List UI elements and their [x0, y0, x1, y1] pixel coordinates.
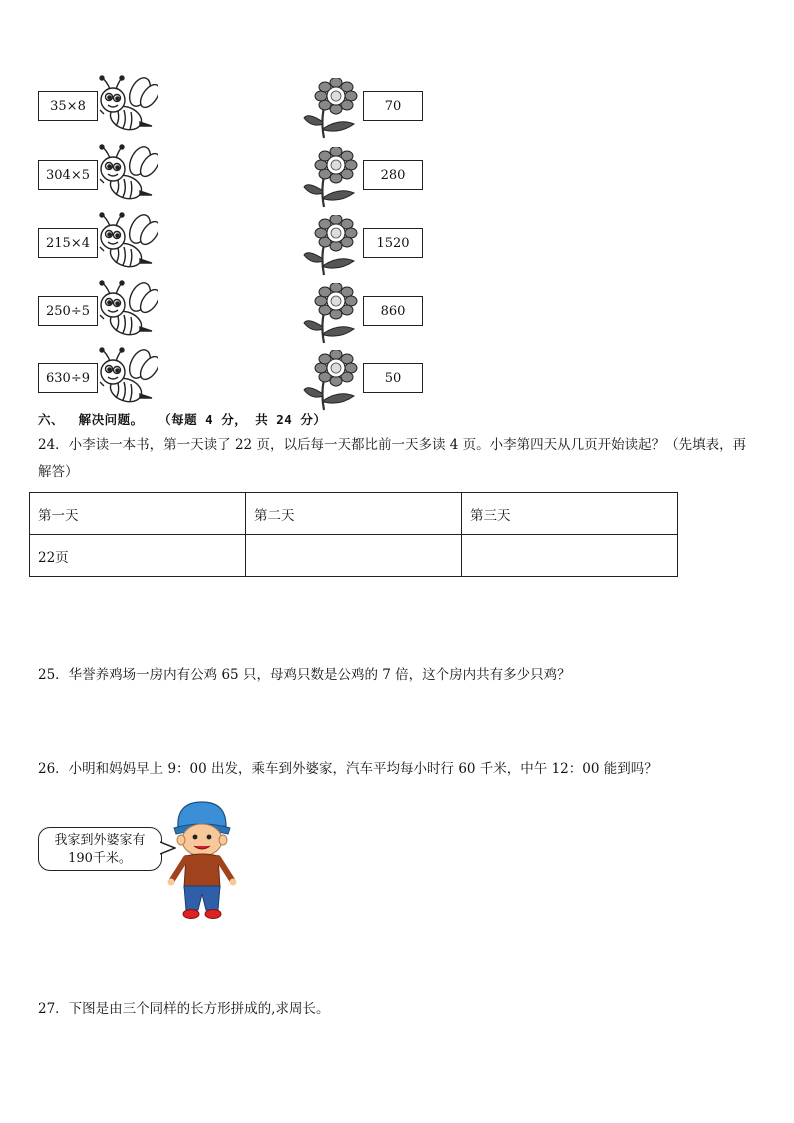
flower-icon: [302, 215, 360, 277]
value-box[interactable]: 1520: [363, 228, 423, 258]
expression-box[interactable]: 304×5: [38, 160, 98, 190]
flower-icon: [302, 147, 360, 209]
bee-icon: [96, 346, 158, 410]
section-title: 解决问题。: [78, 412, 144, 427]
cell-day2[interactable]: [246, 535, 462, 577]
match-row: [0, 346, 794, 406]
value-box[interactable]: 280: [363, 160, 423, 190]
boy-illustration-icon: [164, 798, 240, 922]
value-box[interactable]: 70: [363, 91, 423, 121]
question-26: 26．小明和妈妈早上 9：00 出发，乘车到外婆家，汽车平均每小时行 60 千米，中午 12：00 能到吗？: [38, 761, 658, 777]
section-points: （每题 4 分， 共 24 分）: [158, 412, 327, 427]
table-header-row: [30, 493, 678, 535]
match-row: [0, 74, 794, 134]
cell-day3[interactable]: [462, 535, 678, 577]
question-25: 25．华誉养鸡场一房内有公鸡 65 只，母鸡只数是公鸡的 7 倍，这个房内共有多少只鸡？: [38, 667, 571, 683]
table-row: [30, 535, 678, 577]
flower-icon: [302, 283, 360, 345]
bee-icon: [96, 211, 158, 275]
reading-table: [29, 492, 678, 577]
speech-bubble: [38, 827, 162, 871]
value-box[interactable]: 860: [363, 296, 423, 326]
header-day1: 第一天: [30, 493, 246, 535]
match-row: [0, 211, 794, 271]
header-day2: 第二天: [246, 493, 462, 535]
flower-icon: [302, 78, 360, 140]
question-24: 24．小李读一本书，第一天读了 22 页，以后每一天都比前一天多读 4 页。小李第四天从几页开始读起？（先填表，再解答）: [38, 437, 747, 480]
bee-icon: [96, 143, 158, 207]
expression-box[interactable]: 35×8: [38, 91, 98, 121]
expression-box[interactable]: 630÷9: [38, 363, 98, 393]
expression-box[interactable]: 215×4: [38, 228, 98, 258]
value-box[interactable]: 50: [363, 363, 423, 393]
bee-icon: [96, 74, 158, 138]
bee-icon: [96, 279, 158, 343]
match-row: [0, 279, 794, 339]
header-day3: 第三天: [462, 493, 678, 535]
cell-day1: 22页: [30, 535, 246, 577]
question-27: 27．下图是由三个同样的长方形拼成的,求周长。: [38, 1001, 330, 1017]
expression-box[interactable]: 250÷5: [38, 296, 98, 326]
match-row: [0, 143, 794, 203]
section-number: 六、: [38, 412, 65, 427]
section-heading: [38, 410, 326, 428]
flower-icon: [302, 350, 360, 412]
bubble-line-1: 我家到外婆家有: [54, 833, 146, 848]
bubble-line-2: 190千米。: [68, 851, 132, 866]
